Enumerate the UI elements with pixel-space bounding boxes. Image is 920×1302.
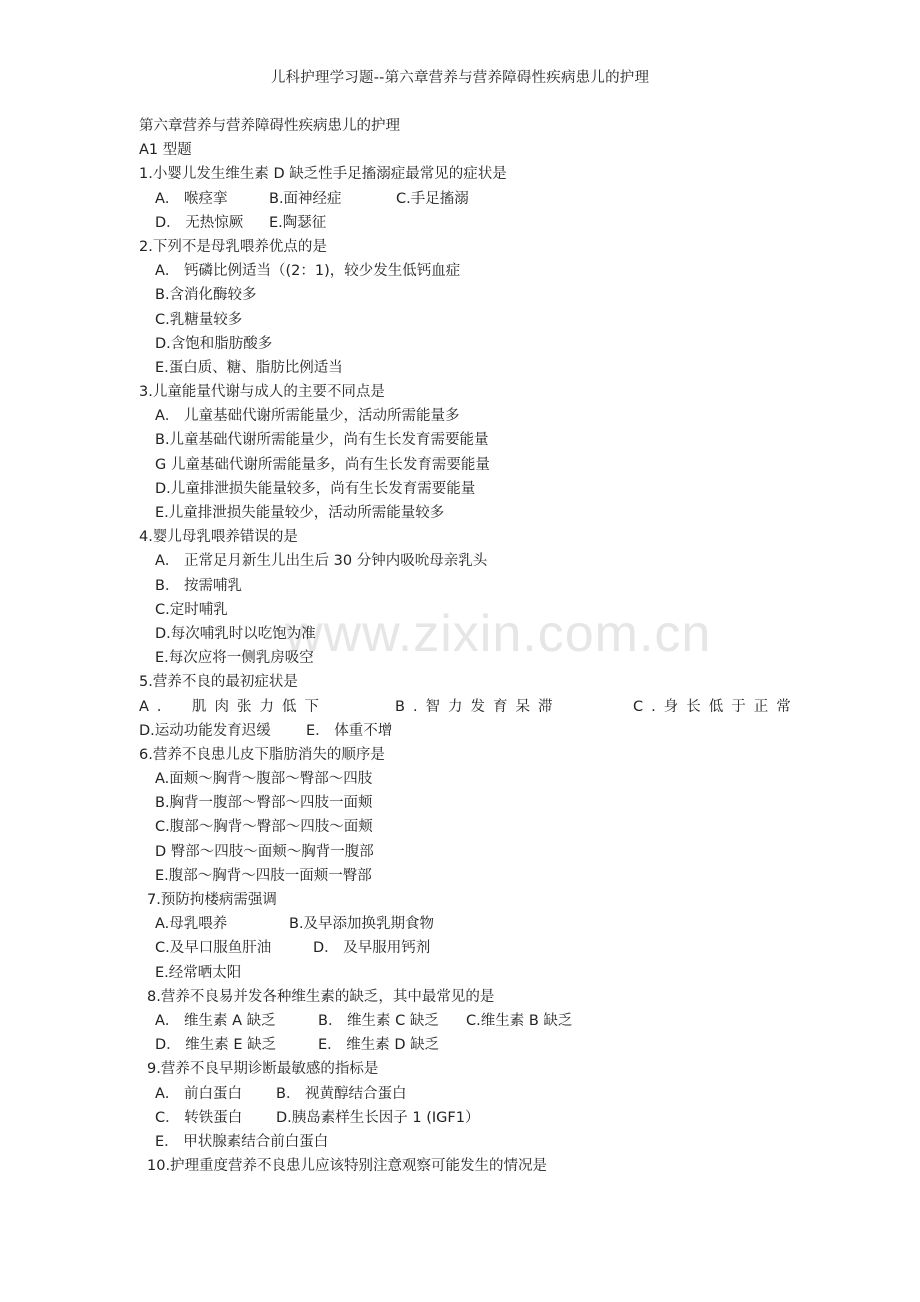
q8-option-c: C.维生素 B 缺乏 — [466, 1012, 573, 1029]
q2-stem: 2.下列不是母乳喂养优点的是 — [139, 238, 327, 255]
q6-option-b: B.胸背一腹部～臀部～四肢一面颊 — [155, 795, 373, 812]
q9-option-b: B． 视黄醇结合蛋白 — [276, 1085, 407, 1102]
document-body — [139, 114, 799, 1178]
q1-options-row2 — [139, 211, 799, 235]
q4-option-b: B． 按需哺乳 — [155, 577, 243, 594]
q7-options-row1 — [139, 912, 799, 936]
q7-stem: 7.预防拘楼病需强调 — [147, 892, 277, 908]
q10-stem: 10.护理重度营养不良患儿应该特别注意观察可能发生的情况是 — [147, 1158, 548, 1175]
q5-options-row1 — [139, 695, 799, 719]
q7-option-c: C.及早口服鱼肝油 — [155, 940, 272, 957]
q5-option-d: D.运动功能发育迟缓 — [139, 722, 271, 739]
q1-stem: 1.小婴儿发生维生素 D 缺乏性手足搐溺症最常见的症状是 — [139, 166, 507, 183]
q4-option-e: E.每次应将一侧乳房吸空 — [155, 650, 314, 667]
q5-stem: 5.营养不良的最初症状是 — [139, 674, 298, 691]
q3-option-b: B.儿童基础代谢所需能量少，尚有生长发育需要能量 — [155, 432, 489, 449]
q1-option-d: D． 无热惊厥 — [155, 214, 244, 231]
q2-option-e: E.蛋白质、糖、脂肪比例适当 — [155, 359, 343, 376]
q8-option-d: D． 维生素 E 缺乏 — [155, 1037, 277, 1054]
q1-option-b: B.面神经症 — [269, 190, 342, 207]
q1-option-e: E.陶瑟征 — [269, 214, 327, 231]
q6-option-d: D 臀部～四肢～面颊～胸背一腹部 — [155, 843, 374, 860]
q2-option-b: B.含消化酶较多 — [155, 287, 257, 304]
q2-option-a: A． 钙磷比例适当（(2：1)，较少发生低钙血症 — [155, 263, 461, 280]
q7-option-b: B.及早添加换乳期食物 — [289, 916, 435, 933]
q5-options-row2 — [139, 719, 799, 743]
q8-option-e: E． 维生素 D 缺乏 — [318, 1037, 440, 1054]
page-header-title: 儿科护理学习题--第六章营养与营养障碍性疾病患儿的护理 — [270, 70, 650, 86]
q5-option-e: E． 体重不增 — [306, 722, 393, 739]
watermark: www.zixin.com.cn — [285, 605, 712, 663]
q4-option-d: D.每次哺乳时以吃饱为准 — [155, 625, 316, 642]
q2-option-c: C.乳糖量较多 — [155, 311, 243, 328]
q3-option-a: A． 儿童基础代谢所需能量少，活动所需能量多 — [155, 408, 460, 425]
q8-stem: 8.营养不良易并发各种维生素的缺乏，其中最常见的是 — [147, 988, 495, 1005]
chapter-title: 第六章营养与营养障碍性疾病患儿的护理 — [139, 118, 400, 134]
q1-option-c: C.手足搐溺 — [396, 190, 469, 207]
q3-stem: 3.儿童能量代谢与成人的主要不同点是 — [139, 384, 385, 401]
q7-option-a: A.母乳喂养 — [155, 916, 228, 933]
q5-option-b: B.智力发育呆滞 — [395, 698, 561, 715]
q6-option-e: E.腹部～胸背～四肢一面颊一臀部 — [155, 867, 372, 884]
q4-stem: 4.婴儿母乳喂养错误的是 — [139, 529, 298, 546]
q4-option-c: C.定时哺乳 — [155, 601, 228, 618]
q1-option-a: A． 喉痉挛 — [155, 190, 228, 207]
q4-option-a: A． 正常足月新生儿出生后 30 分钟内吸吮母亲乳头 — [155, 553, 488, 570]
q9-option-e: E． 甲状腺素结合前白蛋白 — [155, 1133, 329, 1150]
q9-options-row1 — [139, 1082, 799, 1106]
q3-option-d: D.儿童排泄损失能量较多，尚有生长发育需要能量 — [155, 480, 476, 497]
q8-options-row1 — [139, 1009, 799, 1033]
q9-options-row2 — [139, 1106, 799, 1130]
q8-options-row2 — [139, 1033, 799, 1057]
q1-options-row1 — [139, 187, 799, 211]
q6-option-c: C.腹部～胸背～臀部～四肢～面颊 — [155, 819, 373, 836]
q5-option-a: A． 肌肉张力低下 — [139, 698, 328, 715]
q7-option-e: E.经常晒太阳 — [155, 964, 242, 981]
q5-option-c: C.身长低于正常 — [633, 698, 799, 715]
q9-option-c: C． 转铁蛋白 — [155, 1109, 243, 1126]
q6-option-a: A.面颊～胸背～腹部～臀部～四肢 — [155, 771, 373, 788]
q7-options-row2 — [139, 936, 799, 960]
q3-option-e: E.儿童排泄损失能量较少，活动所需能量较多 — [155, 505, 445, 521]
q8-option-b: B． 维生素 C 缺乏 — [318, 1012, 439, 1029]
question-type: A1 型题 — [139, 142, 192, 159]
q2-option-d: D.含饱和脂肪酸多 — [155, 335, 273, 352]
q8-option-a: A． 维生素 A 缺乏 — [155, 1012, 276, 1029]
q9-option-d: D.胰岛素样生长因子 1 (IGF1） — [276, 1109, 480, 1126]
q3-option-c: G 儿童基础代谢所需能量多，尚有生长发育需要能量 — [155, 456, 490, 473]
q7-option-d: D． 及早服用钙剂 — [313, 940, 431, 957]
q9-option-a: A． 前白蛋白 — [155, 1085, 243, 1102]
q9-stem: 9.营养不良早期诊断最敏感的指标是 — [147, 1061, 379, 1078]
q6-stem: 6.营养不良患儿皮下脂肪消失的顺序是 — [139, 746, 385, 763]
